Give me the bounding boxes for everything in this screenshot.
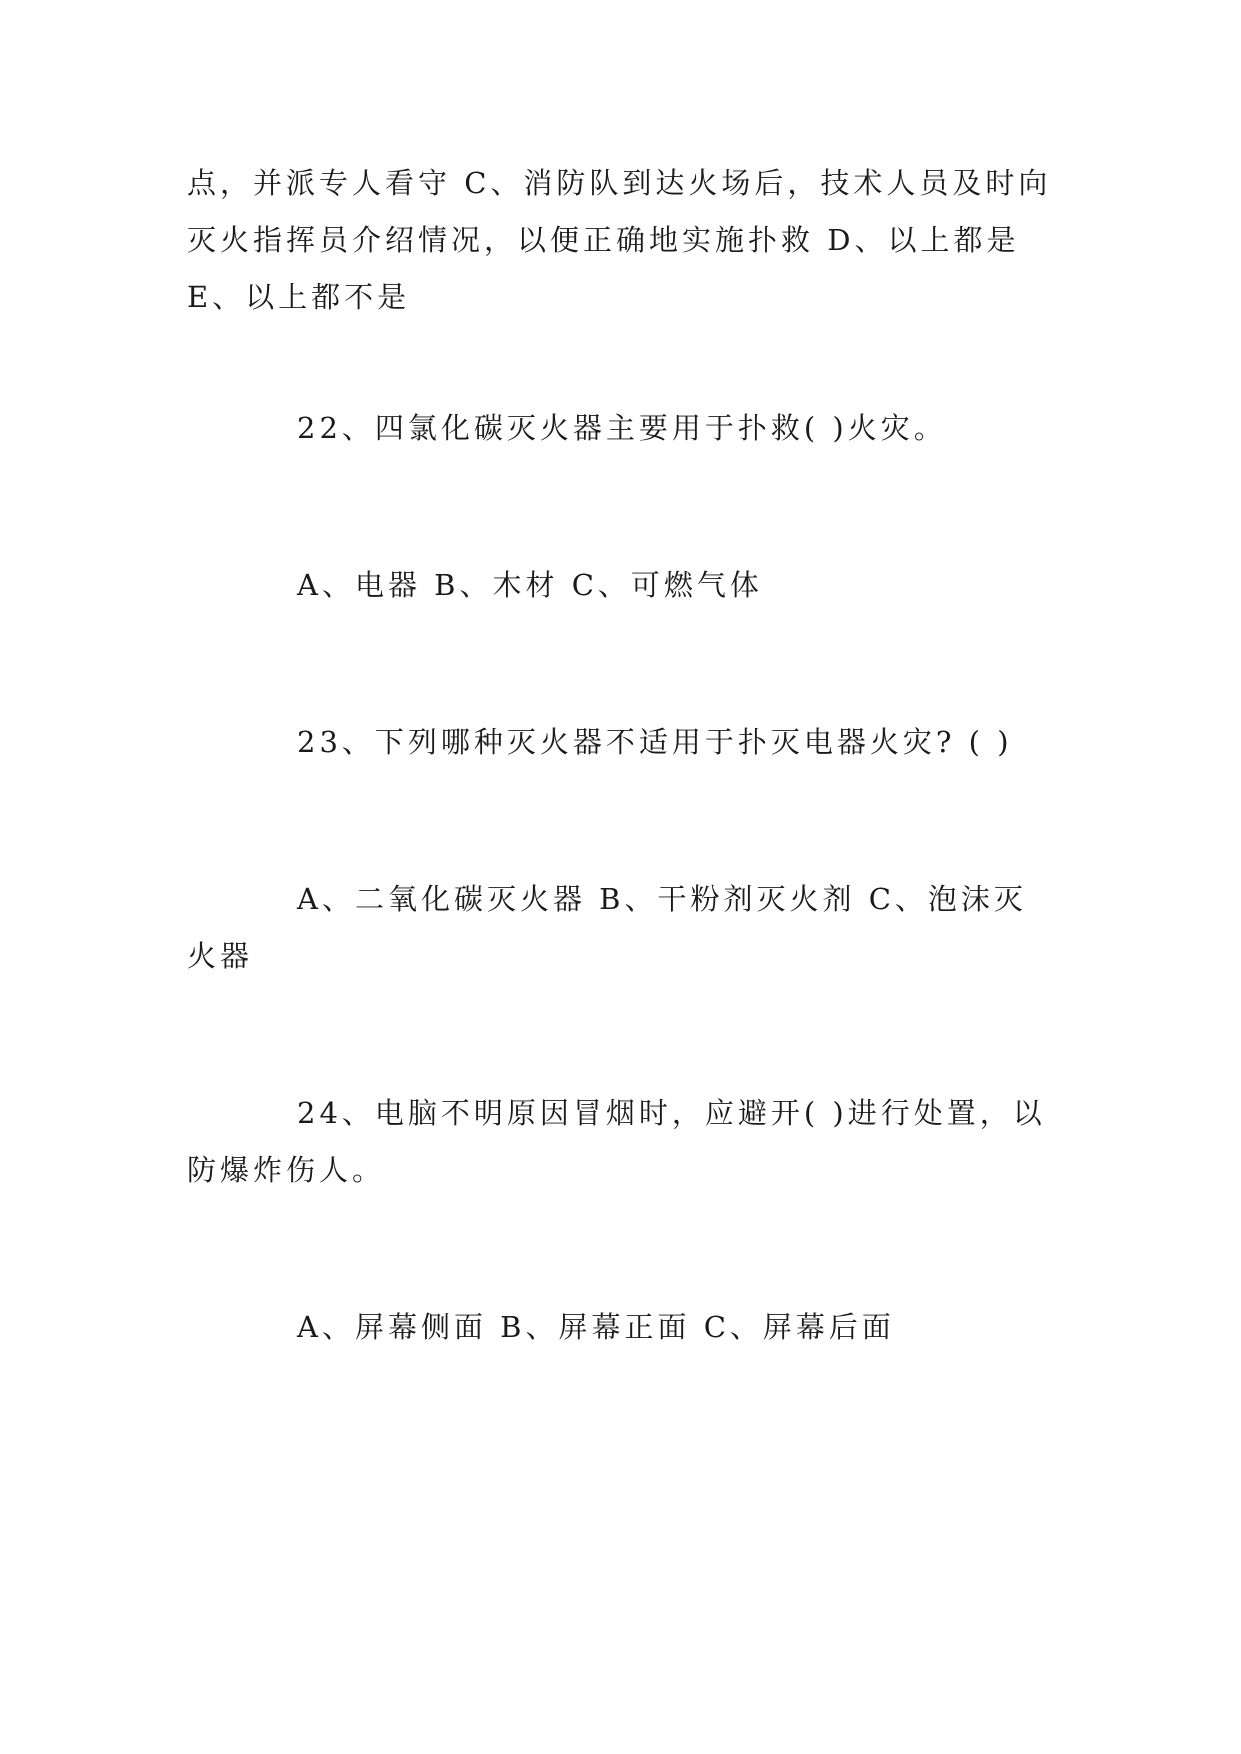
paragraph-q22-options: A、电器 B、木材 C、可燃气体 <box>297 568 763 602</box>
paragraph-q24-options: A、屏幕侧面 B、屏幕正面 C、屏幕后面 <box>297 1310 895 1344</box>
paragraph-q23-options: A、二氧化碳灭火器 B、干粉剂灭火剂 C、泡沫灭火器 <box>187 882 1027 973</box>
paragraph-q21-options-continued: 点，并派专人看守 C、消防队到达火场后，技术人员及时向灭火指挥员介绍情况，以便正确地实施扑救 D、以上都是 E、以上都不是 <box>187 166 1052 314</box>
paragraph-question-23: 23、下列哪种灭火器不适用于扑灭电器火灾? ( ) <box>297 725 1013 759</box>
paragraph-question-24: 24、电脑不明原因冒烟时，应避开( )进行处置，以防爆炸伤人。 <box>187 1096 1046 1187</box>
paragraph-question-22: 22、四氯化碳灭火器主要用于扑救( )火灾。 <box>297 411 947 445</box>
